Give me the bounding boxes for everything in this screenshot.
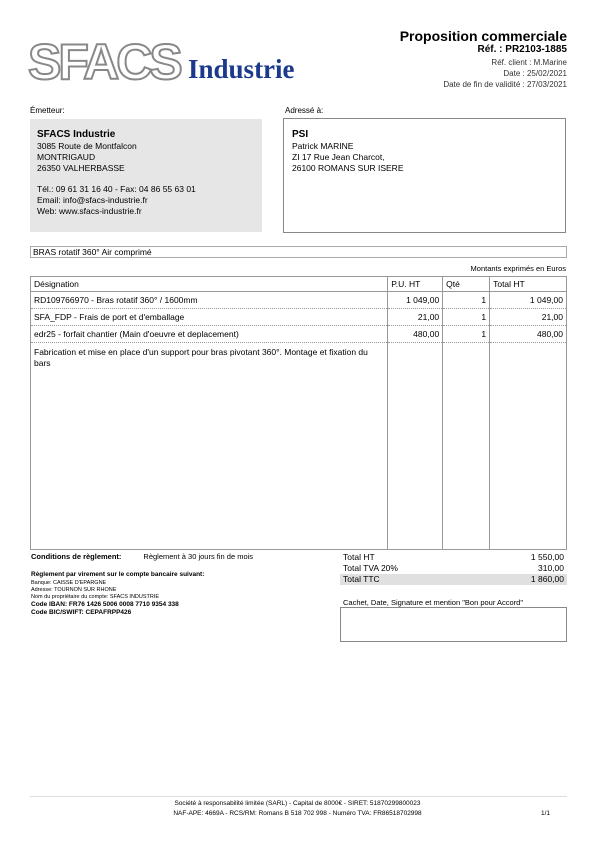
bank-iban: Code IBAN: FR76 1426 5006 0008 7710 9354 338 — [31, 601, 179, 608]
recipient-address-2: 26100 ROMANS SUR ISERE — [292, 163, 404, 173]
signature-box — [340, 607, 567, 642]
header-total: Total HT — [490, 277, 567, 292]
payment-conditions — [31, 552, 253, 617]
row-designation: edr25 - forfait chantier (Main d'oeuvre et deplacement) — [31, 326, 388, 343]
sender-phone: Tél.: 09 61 31 16 40 - Fax: 04 86 55 63 01 — [37, 184, 196, 194]
row-pu: 1 049,00 — [388, 292, 443, 309]
total-ht-label: Total HT — [343, 552, 375, 562]
row-pu: 21,00 — [388, 309, 443, 326]
row-qty: 1 — [443, 326, 490, 343]
footer-line-2: NAF-APE: 4669A - RCS/RM: Romans B 518 702 998 - Numéro TVA: FR86518702998 — [173, 810, 422, 817]
table-row — [31, 326, 567, 343]
logo-sub-text: Industrie — [188, 54, 295, 84]
document-ref: Réf. : PR2103-1885 — [477, 44, 567, 55]
total-tva-row — [340, 563, 567, 574]
total-ht-value: 1 550,00 — [530, 552, 564, 562]
header-qty: Qté — [443, 277, 490, 292]
recipient-label: Adressé à: — [285, 106, 324, 115]
footer-divider — [30, 796, 567, 797]
totals-block — [340, 552, 567, 585]
object-line: BRAS rotatif 360° Air comprimé — [30, 246, 567, 258]
sender-address-3: 26350 VALHERBASSE — [37, 163, 125, 173]
row-designation: SFA_FDP - Frais de port et d'emballage — [31, 309, 388, 326]
recipient-address-1: ZI 17 Rue Jean Charcot, — [292, 152, 385, 162]
row-pu: 480,00 — [388, 326, 443, 343]
document-title: Proposition commerciale — [399, 28, 567, 44]
row-total: 1 049,00 — [490, 292, 567, 309]
bank-title: Règlement par virement sur le compte bancaire suivant: — [31, 571, 205, 578]
signature-label: Cachet, Date, Signature et mention "Bon pour Accord" — [343, 598, 524, 607]
recipient-name: PSI — [292, 129, 309, 140]
empty-cell — [490, 343, 567, 550]
recipient-contact: Patrick MARINE — [292, 141, 354, 151]
sender-label: Émetteur: — [30, 106, 65, 115]
sender-address-2: MONTRIGAUD — [37, 152, 96, 162]
row-designation: RD109766970 - Bras rotatif 360° / 1600mm — [31, 292, 388, 309]
row-description: Fabrication et mise en place d'un support pour bras pivotant 360°. Montage et fixation du bars — [31, 343, 388, 550]
header-designation: Désignation — [31, 277, 388, 292]
currency-note: Montants exprimés en Euros — [470, 264, 566, 273]
empty-cell — [443, 343, 490, 550]
row-qty: 1 — [443, 292, 490, 309]
table-header-row — [31, 277, 567, 292]
table-row — [31, 292, 567, 309]
total-tva-label: Total TVA 20% — [343, 563, 398, 573]
client-ref: Réf. client : M.Marine — [491, 58, 567, 67]
conditions-value: Règlement à 30 jours fin de mois — [143, 552, 254, 561]
page-number: 1/1 — [540, 810, 550, 817]
description-row — [31, 343, 567, 550]
recipient-box — [283, 118, 566, 233]
sender-email: Email: info@sfacs-industrie.fr — [37, 195, 148, 205]
total-ht-row — [340, 552, 567, 563]
row-total: 21,00 — [490, 309, 567, 326]
sender-box — [30, 119, 262, 232]
table-row — [31, 309, 567, 326]
bank-owner: Nom du propriétaire du compte: SFACS INDUSTRIE — [31, 594, 160, 600]
bank-bic: Code BIC/SWIFT: CEPAFRPP426 — [31, 609, 132, 616]
sender-address-1: 3085 Route de Montfalcon — [37, 141, 137, 151]
sender-web: Web: www.sfacs-industrie.fr — [37, 206, 142, 216]
total-ttc-row — [340, 574, 567, 585]
conditions-label: Conditions de règlement: — [31, 552, 122, 561]
row-total: 480,00 — [490, 326, 567, 343]
row-qty: 1 — [443, 309, 490, 326]
sender-name: SFACS Industrie — [37, 129, 116, 140]
empty-cell — [388, 343, 443, 550]
total-ttc-value: 1 860,00 — [530, 574, 564, 584]
header-pu: P.U. HT — [388, 277, 443, 292]
bank-name: Banque: CAISSE D'EPARGNE — [31, 580, 107, 586]
logo-main-text: SFACS — [28, 34, 180, 90]
bank-address: Adresse: TOURNON SUR RHONE — [31, 587, 117, 593]
validity-date: Date de fin de validité : 27/03/2021 — [443, 80, 567, 89]
footer-line-1: Société à responsabilité limitée (SARL) - Capital de 8000€ - SIRET: 51870299800023 — [174, 800, 421, 807]
items-table — [30, 276, 567, 550]
total-ttc-label: Total TTC — [343, 574, 380, 584]
company-logo — [28, 36, 328, 88]
document-date: Date : 25/02/2021 — [503, 69, 567, 78]
total-tva-value: 310,00 — [538, 563, 564, 573]
